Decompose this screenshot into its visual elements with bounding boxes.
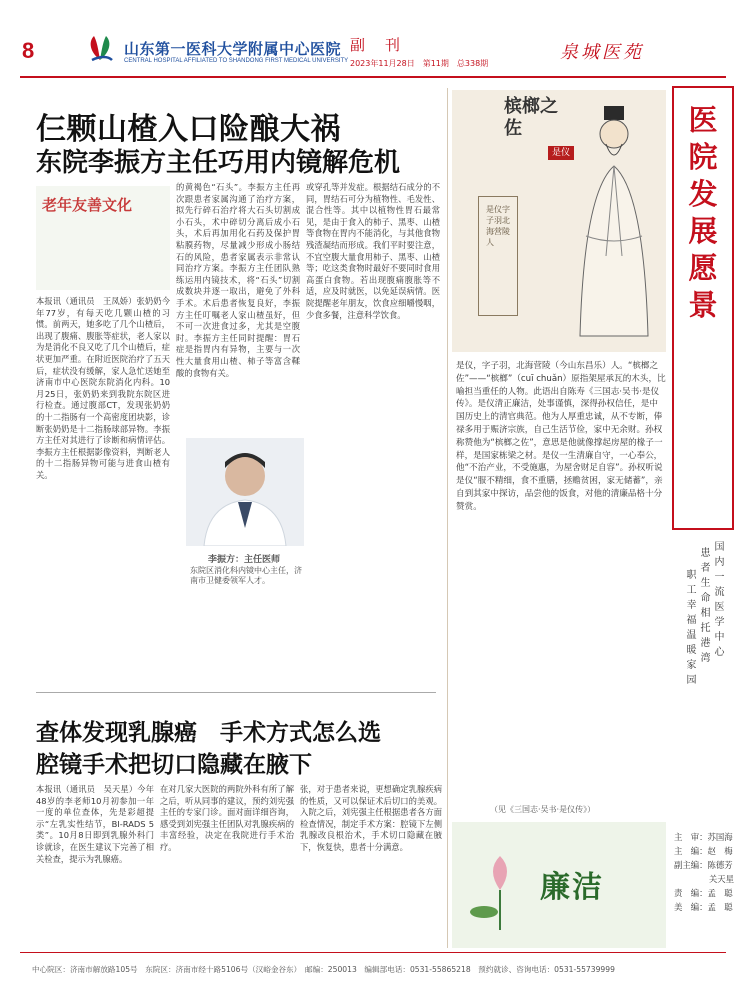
credit-deputy-editor: 副主编：陈德芳 <box>674 860 733 870</box>
vision-line-3: 职工幸福温暖家园 <box>686 570 697 686</box>
credit-deputy-editor-2: 关天星 <box>708 874 734 884</box>
integrity-title: 廉洁 <box>540 870 604 905</box>
panel-title: 槟榔之佐 <box>504 96 558 139</box>
article1-column-2: 的黄褐色“石头”。李振方主任再次跟患者家属沟通了治疗方案，拟先行碎石治疗将大石头切割成小石头，术中碎切分离后成小石头，术后再加用化石药及保护胃粘膜药物，尽量减少形成小肠结石的风险，患者家属表示非常认同治疗方案。李振方主任团队熟练运用内镜技术，将“石头”切割成数块并逐一取出，避免了外科手术。术后患者恢复良好，李振方主任叮嘱老人家山楂虽好，但不可一次进食过多，尤其是空腹时。李振方主任同时提醒：胃石症是指胃内有异物，主要与一次性大量食用山楂、柿子等富含鞣酸的食物有关。 <box>176 182 300 378</box>
panel-divider <box>447 88 448 948</box>
hospital-logo-icon <box>82 30 118 66</box>
article2-subheadline: 腔镜手术把切口隐藏在腋下 <box>36 752 312 778</box>
vision-line-1: 国内一流医学中心 <box>714 542 725 658</box>
article2-column-3: 张，对于患者来说，更想确定乳腺疾病的性质，又可以保证术后切口的美观。入院之后，刘宪强主任根据患者各方面检查情况，制定手术方案：腔镜下左侧乳腺改良根治术，手术切口隐藏在腋下，恢复快，患者十分满意。 <box>300 784 442 852</box>
doctor-portrait-photo <box>186 438 304 546</box>
vision-line-2: 患者生命相托港湾 <box>700 548 711 664</box>
brand-title: 泉城医苑 <box>560 42 644 63</box>
footer-divider <box>20 952 726 953</box>
doctor-desc-caption: 东院区消化科内镜中心主任，济南市卫健委领军人才。 <box>190 566 302 585</box>
lotus-icon <box>470 850 530 930</box>
credit-reviewer: 主 审：苏国海 <box>674 832 733 842</box>
issue-info: 2023年11月28日 第11期 总338期 <box>350 59 489 68</box>
credit-editor: 主 编：赵 梅 <box>674 846 733 856</box>
hospital-name-en: CENTRAL HOSPITAL AFFILIATED TO SHANDONG FIRST MEDICAL UNIVERSITY <box>124 58 349 64</box>
panel-body-text: 是仪，字子羽，北海营陵（今山东昌乐）人。“槟榔之佐”——“槟榔”（cuī chuǎn）原指架屋承瓦的木头，比喻担当重任的人物。此语出自陈寿《三国志·吴书·是仪传》。是仪清正廉洁，处事谨慎，深得孙权信任，是中国历史上的清官典范。他为人厚重忠诚，从不专断，俸禄多用于赈济宗族，自己生活节俭，家中无余财。孙权称赞他为“槟榔之佐”，意思是他就像撑起房屋的椽子一样，是国家栋梁之材。是仪一生清廉自守，一心奉公，他“不治产业，不受施惠，为屋舍财足自容”。孙权听说是仪“服不精细，食不重膳，拯赡贫困，家无储蓄”，亲自到其家中探访，品尝他的饭食，对他的清廉品格十分赞赏。 <box>456 361 666 512</box>
credit-responsible-editor: 责 编：孟 聪 <box>674 888 733 898</box>
article2-column-1: 本报讯（通讯员 吴天星）今年48岁的李老师10月初参加一年一度的单位查体，先是彩超提示“左乳实性结节，BI-RADS 5类”。10月8日即到乳腺外科门诊就诊，在医生建议下完善了相关检查，提示为乳腺癌。 <box>36 784 154 864</box>
page-number: 8 <box>22 38 35 63</box>
article1-subheadline: 东院李振方主任巧用内镜解危机 <box>36 148 401 178</box>
supplement-title: 副刊 <box>350 36 421 54</box>
credit-art-editor: 美 编：孟 聪 <box>674 902 733 912</box>
doctor-name-caption: 李振方：主任医师 <box>208 555 281 565</box>
vision-banner-title: 医院发展愿景 <box>688 103 718 322</box>
historical-figure-illustration <box>566 96 662 346</box>
article2-column-2: 在对几家大医院的两院外科有所了解之后，听从同事的建议，预约刘宪强主任的专家门诊。面对面详细咨询，感受到刘宪强主任团队对乳腺疾病的丰富经验，决定在我院进行手术治疗。 <box>160 784 294 852</box>
article2-headline: 查体发现乳腺癌 手术方式怎么选 <box>36 720 381 746</box>
hospital-name: 山东第一医科大学附属中心医院 <box>124 40 342 58</box>
article1-column-1: 本报讯（通讯员 王凤娇）张奶奶今年77岁，有每天吃几颗山楂的习惯。前两天，她多吃了几个山楂后，出现了腹痛、腹胀等症状，老人家以为是消化不良又吃了几个山楂后，症状更加严重。在附近医院治疗了五天后，症状没有缓解，家人急忙送她至济南市中心医院东院消化内科。10月25日，张奶奶来到我院东院区进行检查。通过腹部CT，发现张奶奶的十二指肠有一个高密度团块影，诊断张奶奶是十二指肠球部异物。李振方主任对其进行了诊断和病情评估。李振方主任根据影像资料，判断老人的十二指肠异物可能与进食山楂有关。 <box>36 296 170 480</box>
editorial-credits <box>674 830 734 914</box>
article1-column-3: 或穿孔等并发症。根据结石成分的不同，胃结石可分为植物性、毛发性、混合性等。其中以植物性胃石最常见，是由于食入的柿子、黑枣、山楂等食物在胃内不能消化，与其他食物残渣凝结而形成。我们平时要注意，不宜空腹大量食用柿子、黑枣、山楂等；吃这类食物时最好不要同时食用高蛋白食物。若出现腹痛腹胀等不适，应及时就医，以免延误病情。医院提醒老年朋友，饮食应细嚼慢咽，少食多餐，注意科学饮食。 <box>306 182 440 320</box>
article1-headline: 仨颗山楂入口险酿大祸 <box>36 112 341 147</box>
panel-caption: （见《三国志·吴书·是仪传》） <box>490 805 596 814</box>
footer-info: 中心院区：济南市解放路105号 东院区：济南市经十路5106号（汉峪金谷东） 邮编：250013 编辑部电话：0531-55865218 预约就诊、咨询电话：0531-55739999 <box>32 965 615 974</box>
masthead-divider <box>20 76 726 78</box>
panel-seal: 是仪 <box>548 146 574 160</box>
senior-friendly-badge: 老年友善文化 <box>42 196 133 214</box>
article2-divider <box>36 692 436 693</box>
inscription-text: 是仪字子羽北海营陵人 <box>486 205 510 247</box>
